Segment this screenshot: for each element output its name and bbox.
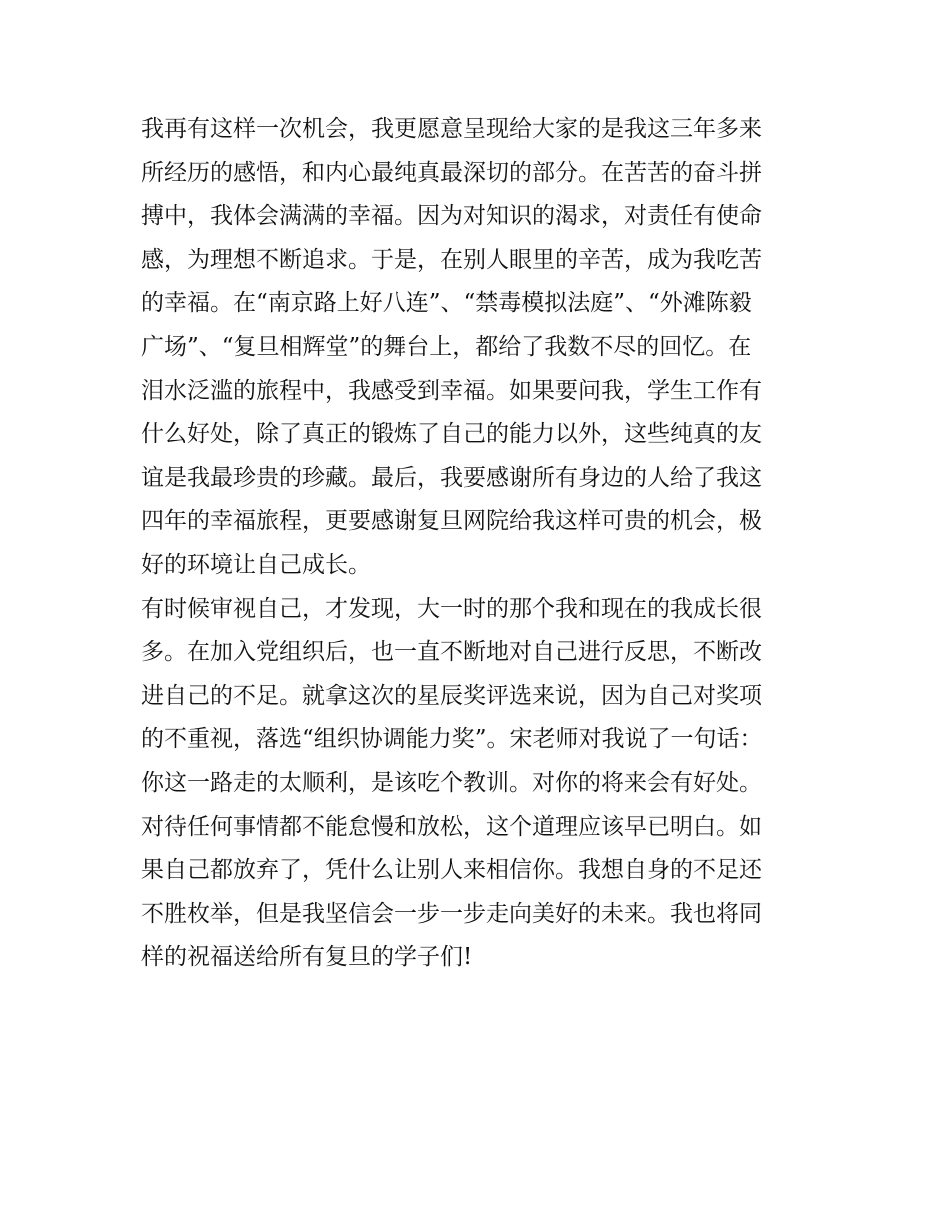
text-line: 进自己的不足。就拿这次的星辰奖评选来说，因为自己对奖项 (141, 682, 762, 709)
text-line: 所经历的感悟，和内心最纯真最深切的部分。在苦苦的奋斗拼 (141, 159, 762, 186)
text-line: 有时候审视自己，才发现，大一时的那个我和现在的我成长很 (141, 595, 762, 622)
text-line: 的幸福。在“南京路上好八连”、“禁毒模拟法庭”、“外滩陈毅 (141, 290, 752, 317)
paragraph-2 (141, 588, 816, 980)
text-line: 你这一路走的太顺利，是该吃个教训。对你的将来会有好处。 (141, 769, 762, 796)
text-line: 什么好处，除了真正的锻炼了自己的能力以外，这些纯真的友 (141, 421, 762, 448)
text-line: 我再有这样一次机会，我更愿意呈现给大家的是我这三年多来 (141, 116, 762, 142)
text-line: 搏中，我体会满满的幸福。因为对知识的渴求，对责任有使命 (141, 203, 762, 230)
text-line: 泪水泛滥的旅程中，我感受到幸福。如果要问我，学生工作有 (141, 377, 762, 404)
text-line: 四年的幸福旅程，更要感谢复旦网院给我这样可贵的机会，极 (141, 508, 762, 535)
text-line: 谊是我最珍贵的珍藏。最后，我要感谢所有身边的人给了我这 (141, 464, 762, 491)
text-line: 样的祝福送给所有复旦的学子们! (141, 944, 473, 971)
text-line: 不胜枚举，但是我坚信会一步一步走向美好的未来。我也将同 (141, 900, 762, 927)
text-line: 多。在加入党组织后，也一直不断地对自己进行反思，不断改 (141, 639, 762, 666)
text-line: 好的环境让自己成长。 (141, 551, 371, 578)
text-line: 感，为理想不断追求。于是，在别人眼里的辛苦，成为我吃苦 (141, 246, 762, 273)
paragraph-1 (141, 108, 816, 588)
document-body (141, 108, 816, 980)
text-line: 的不重视，落选“组织协调能力奖”。宋老师对我说了一句话： (141, 726, 763, 753)
text-line: 对待任何事情都不能怠慢和放松，这个道理应该早已明白。如 (141, 813, 762, 840)
text-line: 果自己都放弃了，凭什么让别人来相信你。我想自身的不足还 (141, 857, 762, 884)
text-line: 广场”、“复旦相辉堂”的舞台上，都给了我数不尽的回忆。在 (141, 333, 752, 360)
